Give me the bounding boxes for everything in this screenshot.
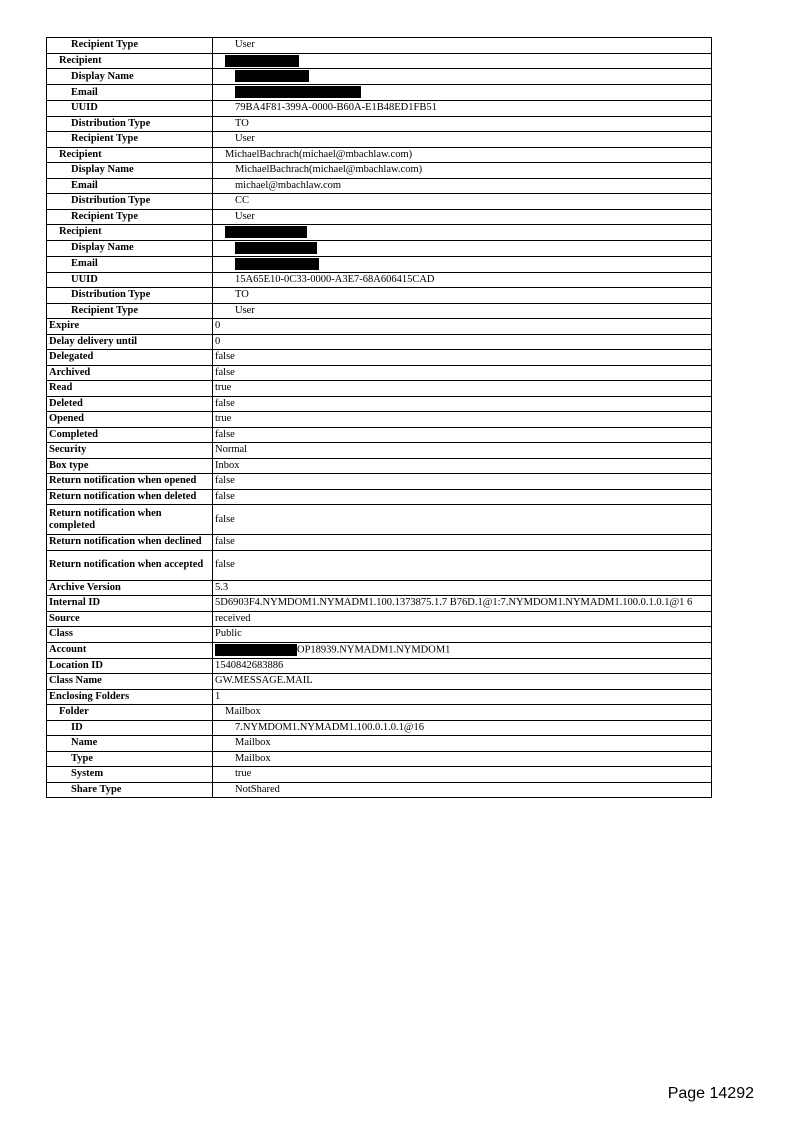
table-row <box>47 505 712 535</box>
table-row <box>47 209 712 225</box>
row-key: UUID <box>47 272 213 288</box>
table-row <box>47 674 712 690</box>
row-value <box>213 257 712 273</box>
row-key: Return notification when declined <box>47 535 213 551</box>
table-row <box>47 194 712 210</box>
row-key: Distribution Type <box>47 288 213 304</box>
row-value: NotShared <box>213 782 712 798</box>
row-value: 0 <box>213 334 712 350</box>
table-row <box>47 396 712 412</box>
redaction-block <box>235 258 319 270</box>
row-key: Type <box>47 751 213 767</box>
row-value <box>213 85 712 101</box>
table-row <box>47 350 712 366</box>
row-key: Distribution Type <box>47 116 213 132</box>
row-value: 79BA4F81-399A-0000-B60A-E1B48ED1FB51 <box>213 101 712 117</box>
table-row <box>47 116 712 132</box>
row-key: Deleted <box>47 396 213 412</box>
row-value: true <box>213 412 712 428</box>
table-row <box>47 535 712 551</box>
row-value: michael@mbachlaw.com <box>213 178 712 194</box>
table-row <box>47 767 712 783</box>
row-value <box>213 225 712 241</box>
row-key: Return notification when completed <box>47 505 213 535</box>
row-value: false <box>213 505 712 535</box>
row-value: MichaelBachrach(michael@mbachlaw.com) <box>213 163 712 179</box>
row-key: Class <box>47 627 213 643</box>
table-row <box>47 257 712 273</box>
row-value: true <box>213 767 712 783</box>
row-key: System <box>47 767 213 783</box>
table-row <box>47 132 712 148</box>
row-value: false <box>213 427 712 443</box>
row-key: Recipient <box>47 225 213 241</box>
table-row <box>47 178 712 194</box>
row-key: Share Type <box>47 782 213 798</box>
row-key: Opened <box>47 412 213 428</box>
table-row <box>47 736 712 752</box>
row-key: Completed <box>47 427 213 443</box>
table-row <box>47 225 712 241</box>
table-row <box>47 751 712 767</box>
table-row <box>47 489 712 505</box>
row-value: Mailbox <box>213 705 712 721</box>
row-key: Source <box>47 611 213 627</box>
row-key: Return notification when opened <box>47 474 213 490</box>
row-key: Recipient Type <box>47 209 213 225</box>
row-value: 5.3 <box>213 580 712 596</box>
row-value: received <box>213 611 712 627</box>
row-value: TO <box>213 116 712 132</box>
row-value <box>213 241 712 257</box>
row-value: User <box>213 38 712 54</box>
table-row <box>47 38 712 54</box>
row-key: Display Name <box>47 163 213 179</box>
table-row <box>47 782 712 798</box>
table-row <box>47 101 712 117</box>
table-row <box>47 53 712 69</box>
table-row <box>47 627 712 643</box>
row-value: User <box>213 303 712 319</box>
table-row <box>47 705 712 721</box>
row-value: User <box>213 209 712 225</box>
table-row <box>47 427 712 443</box>
row-value: 1540842683886 <box>213 658 712 674</box>
row-value: false <box>213 535 712 551</box>
row-key: Archive Version <box>47 580 213 596</box>
row-key: Email <box>47 257 213 273</box>
redaction-block <box>225 55 299 67</box>
row-value: false <box>213 350 712 366</box>
table-row <box>47 596 712 612</box>
row-key: Expire <box>47 319 213 335</box>
table-row <box>47 85 712 101</box>
row-key: Enclosing Folders <box>47 689 213 705</box>
redaction-block <box>225 226 307 238</box>
row-value: MichaelBachrach(michael@mbachlaw.com) <box>213 147 712 163</box>
table-row <box>47 365 712 381</box>
row-value: false <box>213 489 712 505</box>
row-key: Email <box>47 85 213 101</box>
row-value: Normal <box>213 443 712 459</box>
row-value: Inbox <box>213 458 712 474</box>
account-suffix: OP18939.NYMADM1.NYMDOM1 <box>297 644 451 656</box>
row-key: Security <box>47 443 213 459</box>
redaction-block <box>215 644 297 656</box>
table-row <box>47 69 712 85</box>
row-key: Return notification when deleted <box>47 489 213 505</box>
table-row <box>47 458 712 474</box>
row-value: false <box>213 550 712 580</box>
row-key: Folder <box>47 705 213 721</box>
row-key: Location ID <box>47 658 213 674</box>
row-value: Mailbox <box>213 751 712 767</box>
table-row <box>47 163 712 179</box>
table-row <box>47 720 712 736</box>
row-value: 1 <box>213 689 712 705</box>
table-row <box>47 272 712 288</box>
row-value: 0 <box>213 319 712 335</box>
row-value: 15A65E10-0C33-0000-A3E7-68A606415CAD <box>213 272 712 288</box>
row-key: Display Name <box>47 241 213 257</box>
row-value: false <box>213 396 712 412</box>
redaction-block <box>235 86 361 98</box>
redaction-block <box>235 242 317 254</box>
row-key: Name <box>47 736 213 752</box>
table-row <box>47 642 712 658</box>
row-value: GW.MESSAGE.MAIL <box>213 674 712 690</box>
table-row <box>47 658 712 674</box>
row-key: Recipient <box>47 147 213 163</box>
row-value: TO <box>213 288 712 304</box>
table-row <box>47 443 712 459</box>
row-value: 5D6903F4.NYMDOM1.NYMADM1.100.1373875.1.7 B76D.1@1:7.NYMDOM1.NYMADM1.100.0.1.0.1@1 6 <box>213 596 712 612</box>
row-key: Recipient Type <box>47 132 213 148</box>
row-value: CC <box>213 194 712 210</box>
row-value: User <box>213 132 712 148</box>
row-key: ID <box>47 720 213 736</box>
page-number: Page 14292 <box>667 1085 754 1102</box>
row-value <box>213 642 712 658</box>
table-row <box>47 611 712 627</box>
row-key: Return notification when accepted <box>47 550 213 580</box>
redaction-block <box>235 70 309 82</box>
table-row <box>47 334 712 350</box>
row-key: Delegated <box>47 350 213 366</box>
row-key: Display Name <box>47 69 213 85</box>
row-key: Box type <box>47 458 213 474</box>
row-value: Mailbox <box>213 736 712 752</box>
row-value: true <box>213 381 712 397</box>
table-row <box>47 288 712 304</box>
table-row <box>47 474 712 490</box>
row-key: Internal ID <box>47 596 213 612</box>
row-key: Recipient Type <box>47 303 213 319</box>
row-value <box>213 69 712 85</box>
row-key: Read <box>47 381 213 397</box>
table-row <box>47 580 712 596</box>
row-key: Account <box>47 642 213 658</box>
row-key: UUID <box>47 101 213 117</box>
row-key: Delay delivery until <box>47 334 213 350</box>
table-row <box>47 381 712 397</box>
row-key: Recipient <box>47 53 213 69</box>
table-row <box>47 147 712 163</box>
row-value: 7.NYMDOM1.NYMADM1.100.0.1.0.1@16 <box>213 720 712 736</box>
row-key: Email <box>47 178 213 194</box>
row-key: Distribution Type <box>47 194 213 210</box>
table-row <box>47 241 712 257</box>
table-row <box>47 319 712 335</box>
table-row <box>47 412 712 428</box>
table-row <box>47 550 712 580</box>
row-key: Archived <box>47 365 213 381</box>
row-value: false <box>213 365 712 381</box>
row-value <box>213 53 712 69</box>
row-value: false <box>213 474 712 490</box>
row-key: Recipient Type <box>47 38 213 54</box>
table-row <box>47 689 712 705</box>
properties-table <box>46 37 712 798</box>
table-row <box>47 303 712 319</box>
row-key: Class Name <box>47 674 213 690</box>
row-value: Public <box>213 627 712 643</box>
